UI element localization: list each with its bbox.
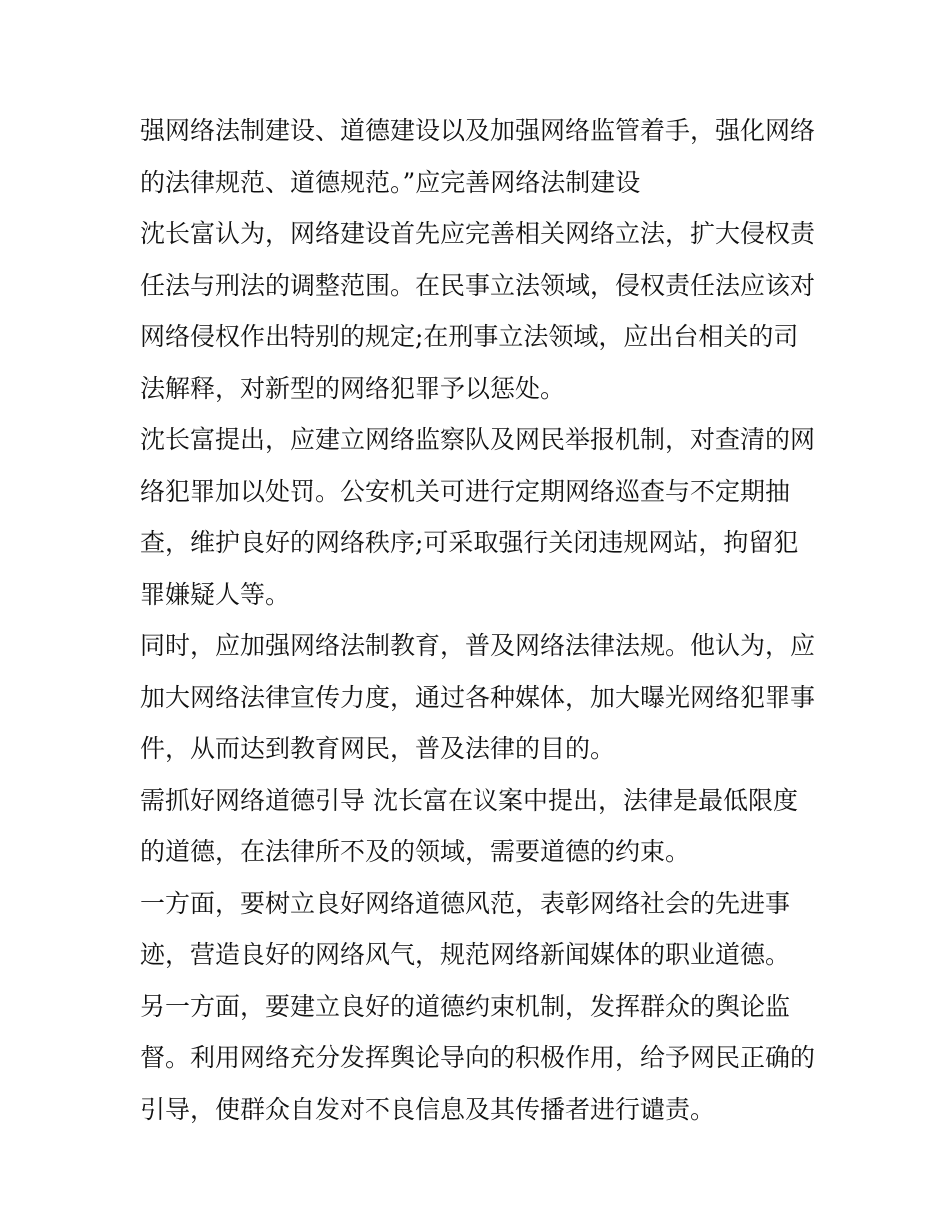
text-line: 的道德，在法律所不及的领域，需要道德的约束。 [140,837,691,866]
text-line: 引导，使群众自发对不良信息及其传播者进行谴责。 [140,1094,716,1124]
text-line: 法解释，对新型的网络犯罪予以惩处。 [140,373,566,403]
text-line: 沈长富提出，应建立网络监察队及网民举报机制，对查清的网 [140,425,816,454]
text-line: 网络侵权作出特别的规定;在刑事立法领域，应出台相关的司 [140,322,799,351]
text-line: 的法律规范、道德规范。”应完善网络法制建设 [140,167,641,197]
text-line: 沈长富认为，网络建设首先应完善相关网络立法，扩大侵权责 [140,219,816,248]
document-body [140,105,820,1135]
text-line: 络犯罪加以处罚。公安机关可进行定期网络巡查与不定期抽 [140,476,791,506]
text-line: 加大网络法律宣传力度，通过各种媒体，加大曝光网络犯罪事 [140,682,816,712]
paragraph-3 [140,414,820,620]
text-line: 查，维护良好的网络秩序;可采取强行关闭违规网站，拘留犯 [140,528,799,557]
paragraph-4 [140,620,820,775]
text-line: 需抓好网络道德引导 沈长富在议案中提出，法律是最低限度 [140,785,798,815]
text-line: 任法与刑法的调整范围。在民事立法领域，侵权责任法应该对 [140,270,816,300]
text-line: 同时，应加强网络法制教育，普及网络法律法规。他认为，应 [140,631,816,660]
text-line: 一方面，要树立良好网络道德风范，表彰网络社会的先进事 [140,888,791,918]
text-line: 督。利用网络充分发挥舆论导向的积极作用，给予网民正确的 [140,1043,816,1072]
text-line: 强网络法制建设、道德建设以及加强网络监管着手，强化网络 [140,116,816,145]
text-line: 迹，营造良好的网络风气，规范网络新闻媒体的职业道德。 [140,940,791,969]
text-line: 罪嫌疑人等。 [140,579,291,609]
paragraph-6 [140,878,820,981]
paragraph-5 [140,775,820,878]
text-line: 件，从而达到教育网民，普及法律的目的。 [140,734,616,763]
paragraph-1 [140,105,820,208]
paragraph-7 [140,981,820,1136]
paragraph-2 [140,208,820,414]
text-line: 另一方面，要建立良好的道德约束机制，发挥群众的舆论监 [140,991,791,1021]
